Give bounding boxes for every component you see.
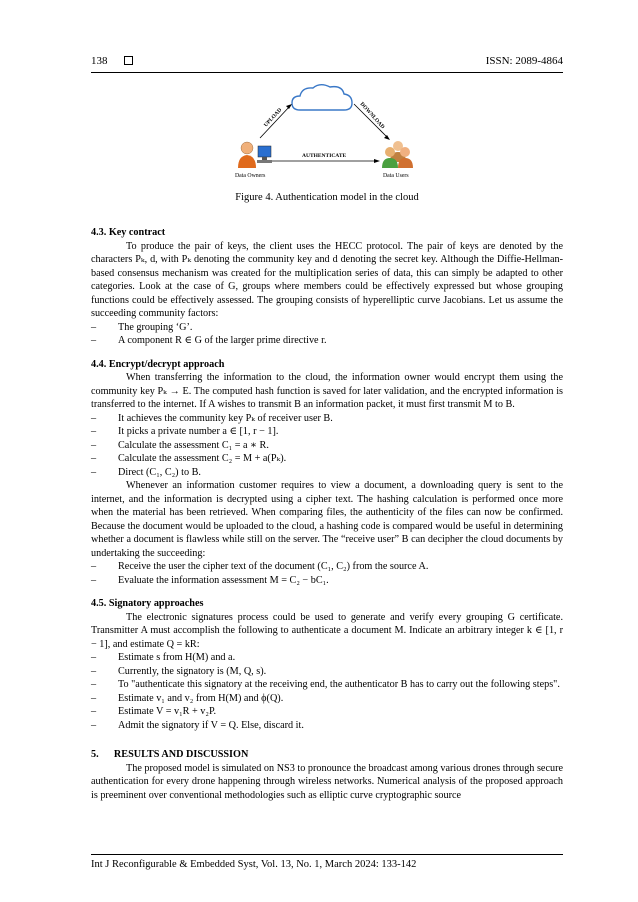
paragraph: Whenever an information customer requires to view a document, a downloading query is sent to the internet, and the information is decrypted using a cipher text. The hashing calculation is performed once more when the material has been retrieved. When comparing files, the authenticity of the files can now be confirmed. Because the document would be uploaded to the cloud, a hashing code is compared would be useful in determining whether a document is flawless while still on the server. The “receive user” B can decipher the cloud documents by undertaking the succeeding: [91, 480, 563, 559]
list-item: – The grouping ‘G’. [91, 321, 193, 333]
list-item: – Estimate v₁ and v₂ from H(M) and ϕ(Q). [91, 692, 284, 704]
list-item: – A component R ∈ G of the larger prime directive r. [91, 335, 327, 346]
authenticate-label: AUTHENTICATE [302, 153, 347, 159]
section-heading-4-5: 4.5. Signatory approaches [91, 598, 204, 609]
paragraph: To produce the pair of keys, the client uses the HECC protocol. The pair of keys are denoted by the characters Pₖ, d, with Pₖ denoting the community key and d denoting the secret key. Although the Diffie-Hellman-based consensus mechanism was created for the multiplication series of data, this can simply be adapted to other categories. Look at the case of G, groups where members could be effectively expressed but whose grouping functions could be effectively assessed. The grouping consists of hyperelliptic curve Jacobians. Let us assume the succeeding community factors: [91, 240, 563, 319]
footer-rule [91, 854, 563, 855]
section-heading-4-4: 4.4. Encrypt/decrypt approach [91, 358, 225, 370]
paragraph: When transferring the information to the cloud, the information owner would encrypt them using the community key Pₖ → E. The computed hash function is saved for later validation, and the encrypted information is transferred to the internet. If A wishes to transmit B an information packet, it must first transmit M to B. [91, 372, 563, 410]
list-item: – Receive the user the cipher text of the document (C₁, C₂) from the source A. [91, 561, 429, 572]
paragraph: The electronic signatures process could be used to generate and verify every grouping G certificate. Transmitter A must accomplish the following to authenticate a document M. Indicate an arbitrary integer k ∈ [1, r − 1], and estimate Q = kR: [91, 611, 563, 650]
authentication-figure [230, 82, 430, 182]
footer-citation: Int J Reconfigurable & Embedded Syst, Vol. 13, No. 1, March 2024: 133-142 [91, 859, 417, 870]
bullet-list [91, 321, 563, 348]
bullet-list [91, 651, 563, 732]
bullet-list [91, 412, 563, 480]
list-item: – It picks a private number a ∈ [1, r − 1]. [91, 426, 279, 437]
list-item: – Admit the signatory if V = Q. Else, discard it. [91, 719, 304, 731]
figure-caption: Figure 4. Authentication model in the cloud [235, 192, 419, 203]
list-item: – Estimate V = v₁R + v₂P. [91, 706, 217, 717]
list-item: – To "authenticate this signatory at the receiving end, the authenticator B has to carry out the following steps". [91, 679, 560, 690]
running-header [91, 55, 563, 71]
checkbox-square-icon [124, 56, 133, 65]
section-heading-5: 5. RESULTS AND DISCUSSION [91, 749, 249, 760]
bullet-list [91, 560, 563, 587]
issn-label: ISSN: 2089-4864 [485, 55, 563, 67]
list-item: – Direct (C₁, C₂) to B. [91, 466, 201, 478]
list-item: – Calculate the assessment C₁ = a ∗ R. [91, 439, 269, 451]
data-owners-label: Data Owners [235, 173, 266, 179]
list-item: – Evaluate the information assessment M = C₂ − bC₁. [91, 574, 329, 586]
header-rule [91, 72, 563, 73]
download-label: DOWNLOAD [358, 101, 386, 131]
list-item: – Calculate the assessment C₂ = M + a(Pₖ). [91, 453, 287, 464]
list-item: – Estimate s from H(M) and a. [91, 652, 236, 663]
upload-label: UPLOAD [263, 107, 284, 129]
data-users-label: Data Users [383, 173, 409, 179]
data-users-icon [382, 141, 413, 168]
list-item: – Currently, the signatory is (M, Q, s). [91, 665, 267, 677]
body-text [91, 226, 563, 802]
section-heading-4-3: 4.3. Key contract [91, 227, 166, 238]
page-number: 138 [91, 55, 108, 67]
list-item: – It achieves the community key Pₖ of receiver user B. [91, 412, 333, 424]
paragraph: The proposed model is simulated on NS3 to pronounce the broadcast among various drones through secure authentication for every drone happening through wireless networks. Numerical analysis of the proposed approach is preeminent over conventional methodologies such as elliptic curve cryptographic source [91, 762, 563, 801]
data-owner-icon [238, 142, 272, 168]
cloud-icon [292, 85, 352, 110]
